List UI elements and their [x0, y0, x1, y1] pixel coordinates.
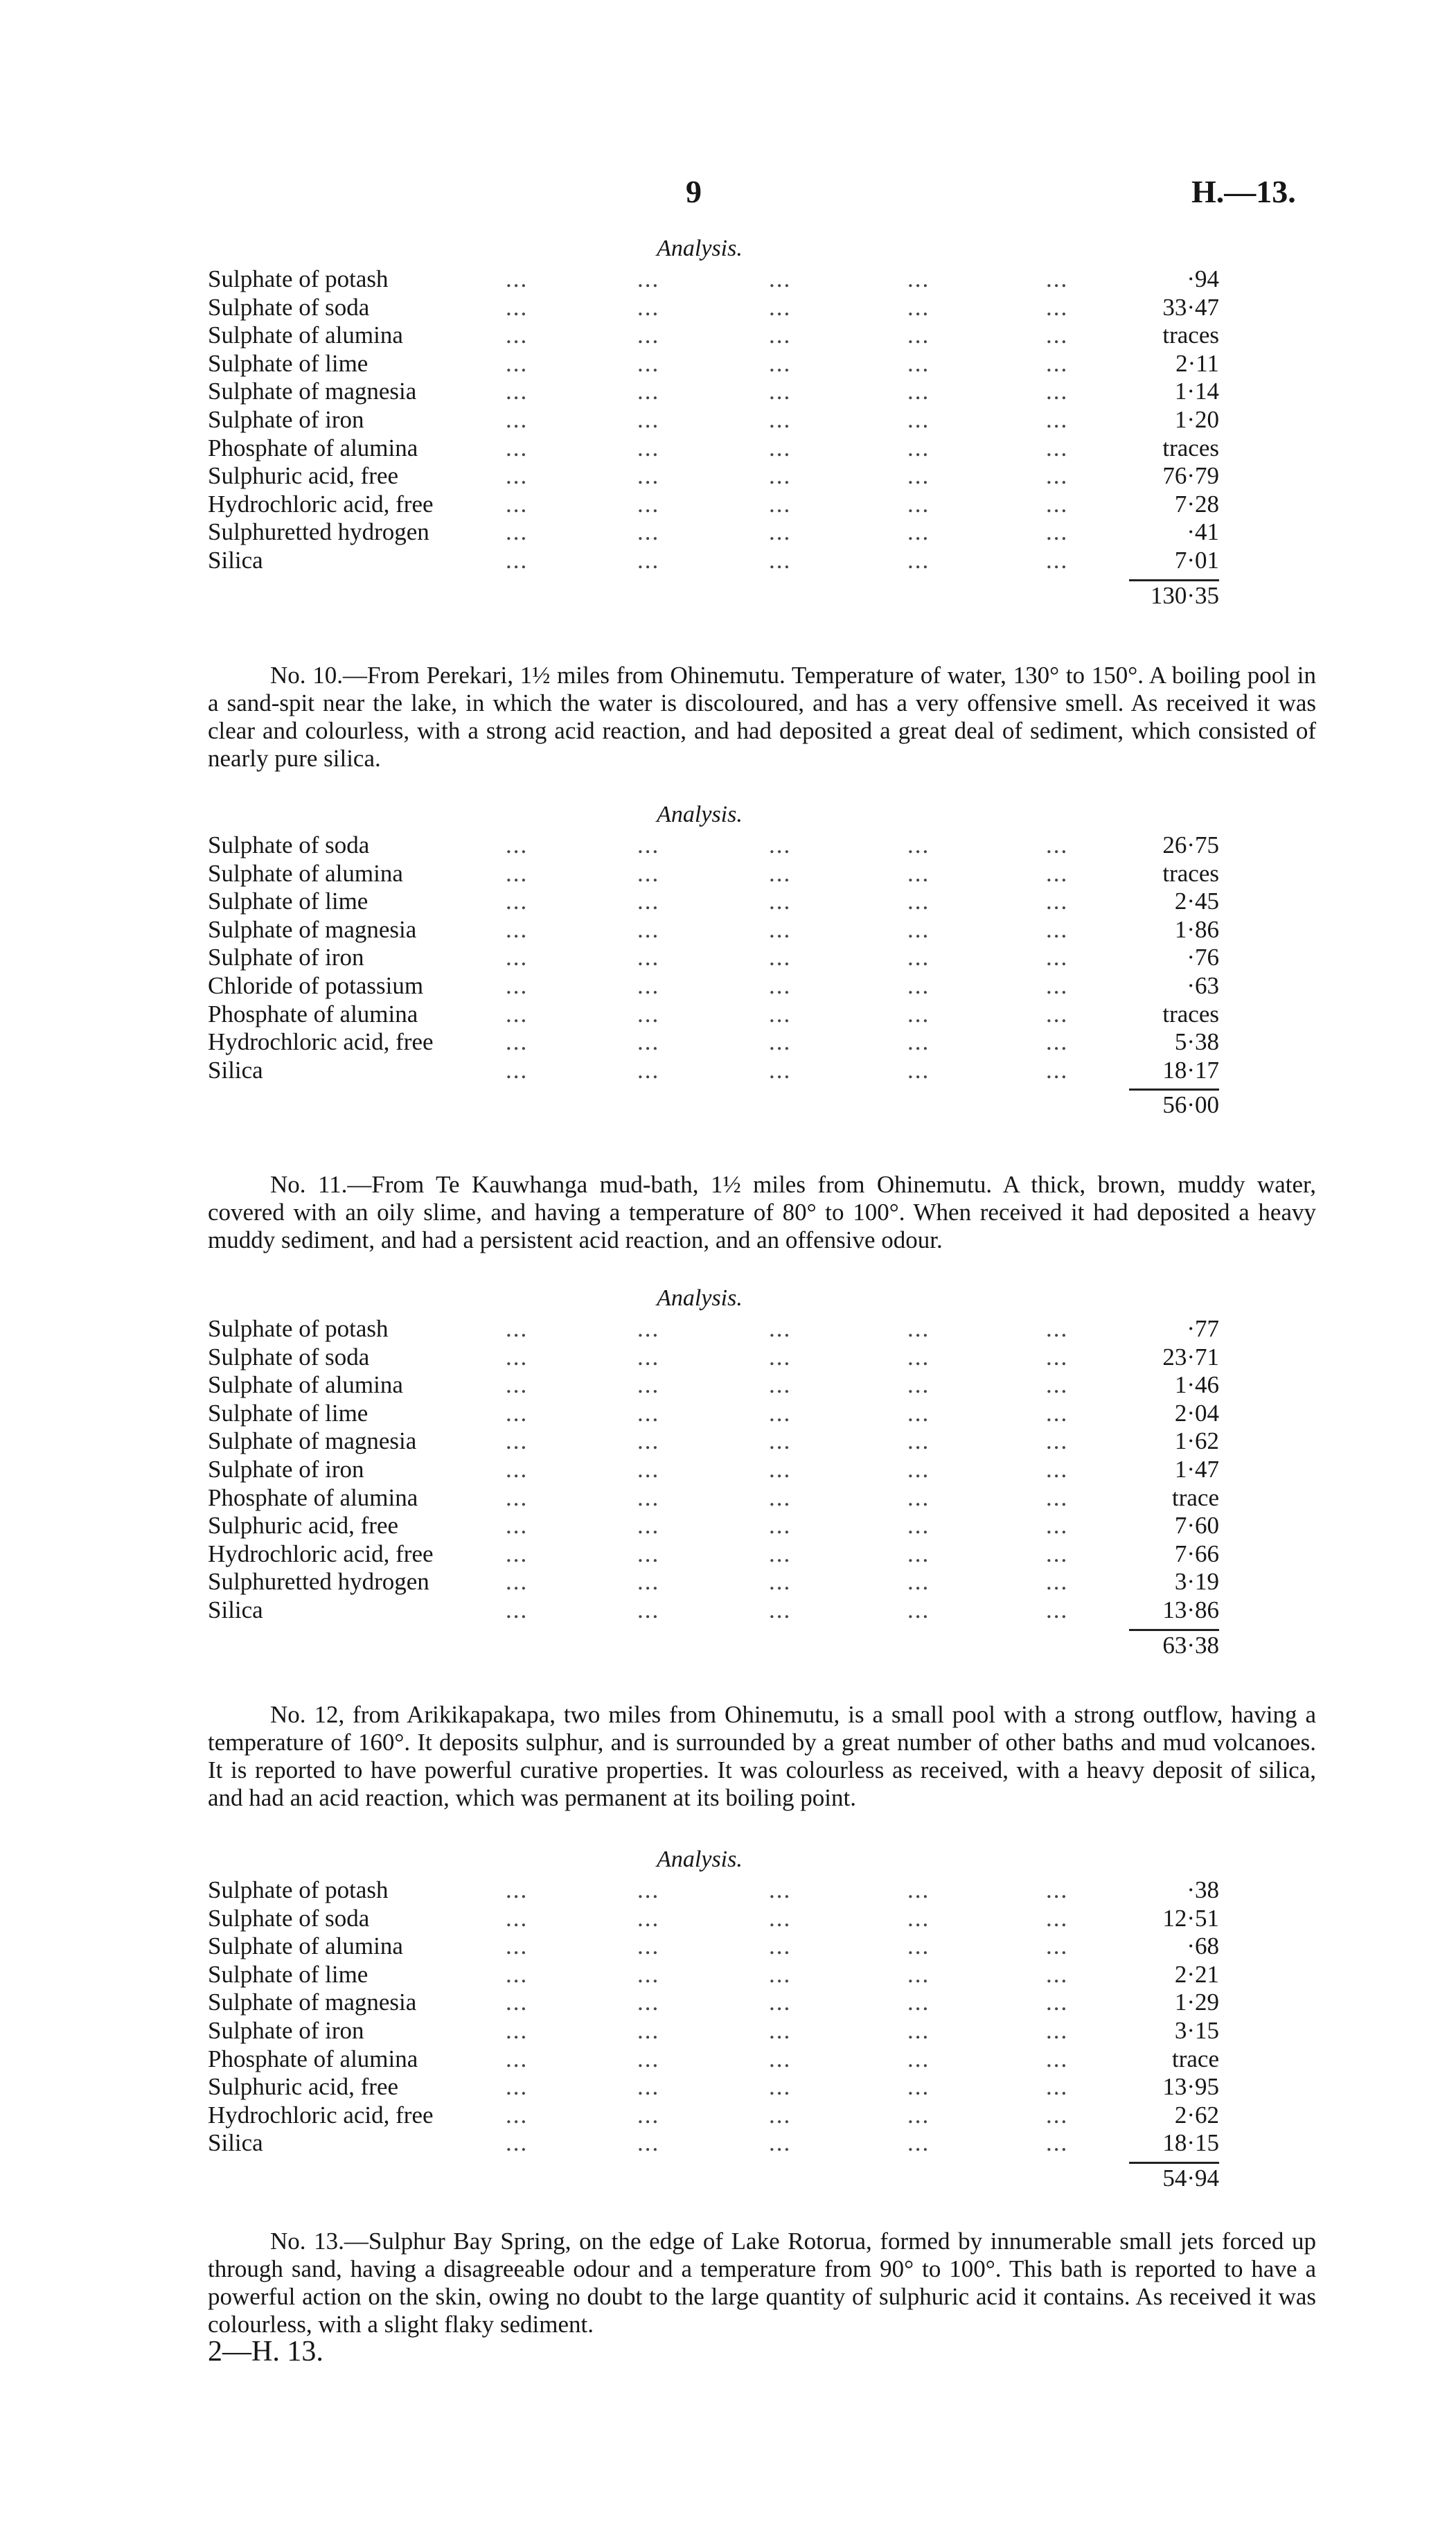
- compound-name: Sulphate of lime: [208, 888, 369, 915]
- table-row: Sulphate of iron ... ... ... ... ... ·76: [208, 944, 1219, 971]
- compound-value: 2·11: [1175, 349, 1219, 377]
- compound-name: Sulphate of soda: [208, 1343, 370, 1371]
- compound-name: Sulphate of iron: [208, 405, 364, 433]
- compound-value: ·63: [1187, 971, 1219, 999]
- total-rule: [1129, 1089, 1219, 1091]
- table-row: Chloride of potassium ... ... ... ... ... ·63: [208, 971, 1219, 999]
- table-row: Sulphate of alumina ... ... ... ... ... 1·46: [208, 1371, 1219, 1399]
- compound-value: 23·71: [1162, 1343, 1219, 1371]
- table-row: Sulphuretted hydrogen ... ... ... ... ... ·41: [208, 518, 1219, 546]
- table-row: Sulphate of soda ... ... ... ... ... 23·71: [208, 1343, 1219, 1371]
- compound-value: 1·14: [1174, 378, 1219, 405]
- compound-name: Sulphate of soda: [208, 1904, 370, 1932]
- table-row: Sulphuric acid, free ... ... ... ... ... 76·79: [208, 462, 1219, 490]
- compound-value: trace: [1172, 1483, 1219, 1511]
- compound-name: Sulphate of potash: [208, 1876, 389, 1903]
- compound-value: 7·66: [1174, 1540, 1219, 1567]
- compound-value: ·41: [1187, 518, 1219, 546]
- table-row: Silica ... ... ... ... ... 18·15: [208, 2129, 1219, 2157]
- analysis-heading: Analysis.: [657, 1847, 743, 1872]
- compound-name: Phosphate of alumina: [208, 1483, 418, 1511]
- table-row: Sulphate of alumina ... ... ... ... ... ·68: [208, 1932, 1219, 1960]
- compound-value: 33·47: [1162, 293, 1219, 321]
- compound-value: ·38: [1187, 1876, 1219, 1903]
- compound-name: Sulphate of iron: [208, 944, 364, 971]
- total-value: 63·38: [1162, 1631, 1219, 1659]
- table-row: Sulphate of iron ... ... ... ... ... 1·47: [208, 1455, 1219, 1483]
- compound-value: 1·62: [1174, 1427, 1219, 1455]
- compound-name: Sulphate of alumina: [208, 1371, 403, 1399]
- paragraph-no-13: No. 13.—Sulphur Bay Spring, on the edge of Lake Rotorua, formed by innumerable small jets forced up through sand, having a disagreeable odour and a temperature from 90° to 100°. This bath is reported to have a powerful action on the skin, owing no doubt to the large quantity of sulphuric acid it contains. As received it was colourless, with a slight flaky sediment.: [208, 2228, 1316, 2338]
- compound-name: Sulphuric acid, free: [208, 462, 399, 490]
- compound-value: 1·86: [1174, 915, 1219, 943]
- analysis-table-1: [208, 232, 1233, 610]
- table-row: Sulphate of iron ... ... ... ... ... 3·15: [208, 2016, 1219, 2044]
- compound-name: Sulphate of alumina: [208, 321, 403, 349]
- table-row: Silica ... ... ... ... ... 7·01: [208, 546, 1219, 574]
- compound-name: Sulphuretted hydrogen: [208, 518, 429, 546]
- compound-value: 18·17: [1162, 1056, 1219, 1084]
- compound-value: ·77: [1187, 1315, 1219, 1342]
- table-row: Phosphate of alumina ... ... ... ... ... traces: [208, 1000, 1219, 1028]
- total-rule: [1129, 2162, 1219, 2164]
- total-value: 54·94: [1162, 2164, 1219, 2192]
- compound-name: Sulphuric acid, free: [208, 2073, 399, 2101]
- compound-value: 2·04: [1174, 1399, 1219, 1427]
- compound-value: 2·62: [1174, 2101, 1219, 2129]
- compound-value: trace: [1172, 2045, 1219, 2072]
- table-total: [208, 2158, 1233, 2192]
- compound-name: Hydrochloric acid, free: [208, 1540, 434, 1567]
- compound-name: Sulphate of magnesia: [208, 1427, 417, 1455]
- table-total: [208, 1084, 1233, 1119]
- table-row: Silica ... ... ... ... ... 13·86: [208, 1596, 1219, 1623]
- compound-name: Sulphate of alumina: [208, 1932, 403, 1960]
- table-row: Sulphate of magnesia ... ... ... ... ... 1·86: [208, 915, 1219, 943]
- table-row: Sulphuric acid, free ... ... ... ... ... 7·60: [208, 1512, 1219, 1540]
- compound-value: traces: [1162, 1000, 1219, 1028]
- compound-name: Sulphuric acid, free: [208, 1512, 399, 1540]
- compound-value: 3·19: [1174, 1568, 1219, 1596]
- compound-name: Sulphuretted hydrogen: [208, 1568, 429, 1596]
- table-row: Sulphate of lime ... ... ... ... ... 2·21: [208, 1960, 1219, 1988]
- total-rule: [1129, 1629, 1219, 1631]
- compound-value: 1·46: [1174, 1371, 1219, 1399]
- compound-name: Sulphate of magnesia: [208, 378, 417, 405]
- compound-value: 7·01: [1174, 546, 1219, 574]
- analysis-heading: Analysis.: [657, 802, 743, 827]
- compound-value: 76·79: [1162, 462, 1219, 490]
- table-row: Hydrochloric acid, free ... ... ... ... ... 5·38: [208, 1028, 1219, 1056]
- compound-value: 7·60: [1174, 1512, 1219, 1540]
- analysis-heading: Analysis.: [657, 1285, 743, 1311]
- table-row: Sulphate of potash ... ... ... ... ... ·38: [208, 1876, 1219, 1903]
- table-row: Sulphate of lime ... ... ... ... ... 2·11: [208, 349, 1219, 377]
- table-row: Hydrochloric acid, free ... ... ... ... ... 2·62: [208, 2101, 1219, 2129]
- compound-name: Phosphate of alumina: [208, 434, 418, 461]
- compound-value: 1·29: [1174, 1989, 1219, 2016]
- compound-name: Sulphate of iron: [208, 2016, 364, 2044]
- compound-value: 26·75: [1162, 831, 1219, 858]
- compound-name: Chloride of potassium: [208, 971, 424, 999]
- table-row: Sulphate of soda ... ... ... ... ... 26·75: [208, 831, 1219, 858]
- compound-value: 2·21: [1174, 1960, 1219, 1988]
- compound-value: traces: [1162, 434, 1219, 461]
- compound-name: Phosphate of alumina: [208, 2045, 418, 2072]
- compound-value: traces: [1162, 321, 1219, 349]
- compound-value: 1·47: [1174, 1455, 1219, 1483]
- compound-name: Silica: [208, 2129, 263, 2157]
- compound-value: 18·15: [1162, 2129, 1219, 2157]
- compound-name: Hydrochloric acid, free: [208, 1028, 434, 1056]
- total-value: 130·35: [1150, 581, 1219, 609]
- compound-value: 3·15: [1174, 2016, 1219, 2044]
- table-row: Sulphate of magnesia ... ... ... ... ... 1·62: [208, 1427, 1219, 1455]
- table-row: Silica ... ... ... ... ... 18·17: [208, 1056, 1219, 1084]
- table-row: Sulphate of alumina ... ... ... ... ... traces: [208, 321, 1219, 349]
- compound-name: Sulphate of lime: [208, 1399, 369, 1427]
- compound-value: 12·51: [1162, 1904, 1219, 1932]
- compound-name: Sulphate of alumina: [208, 859, 403, 887]
- table-row: Sulphate of lime ... ... ... ... ... 2·04: [208, 1399, 1219, 1427]
- total-value: 56·00: [1162, 1091, 1219, 1119]
- compound-name: Silica: [208, 546, 263, 574]
- compound-name: Sulphate of soda: [208, 831, 370, 858]
- paragraph-no-10: No. 10.—From Perekari, 1½ miles from Ohinemutu. Temperature of water, 130° to 150°. A boiling pool in a sand-spit near the lake, in which the water is discoloured, and has a very offensive smell. As received it was clear and colourless, with a strong acid reaction, and had deposited a great deal of sediment, which consisted of nearly pure silica.: [208, 662, 1316, 772]
- compound-name: Sulphate of lime: [208, 349, 369, 377]
- table-row: Phosphate of alumina ... ... ... ... ... trace: [208, 2045, 1219, 2072]
- document-reference: H.—13.: [1191, 174, 1296, 209]
- table-total: [208, 1625, 1233, 1659]
- table-row: Hydrochloric acid, free ... ... ... ... ... 7·28: [208, 490, 1219, 518]
- compound-name: Sulphate of lime: [208, 1960, 369, 1988]
- compound-value: 5·38: [1174, 1028, 1219, 1056]
- compound-value: 1·20: [1174, 405, 1219, 433]
- table-row: Sulphuric acid, free ... ... ... ... ... 13·95: [208, 2073, 1219, 2101]
- compound-value: ·76: [1187, 944, 1219, 971]
- total-rule: [1129, 579, 1219, 581]
- analysis-table-3: [208, 1282, 1233, 1659]
- compound-name: Phosphate of alumina: [208, 1000, 418, 1028]
- compound-name: Sulphate of potash: [208, 265, 389, 292]
- compound-name: Sulphate of magnesia: [208, 1989, 417, 2016]
- analysis-table-2: [208, 798, 1233, 1119]
- table-row: Sulphate of lime ... ... ... ... ... 2·45: [208, 888, 1219, 915]
- table-row: Hydrochloric acid, free ... ... ... ... ... 7·66: [208, 1540, 1219, 1567]
- table-row: Sulphate of soda ... ... ... ... ... 33·47: [208, 293, 1219, 321]
- compound-name: Hydrochloric acid, free: [208, 490, 434, 518]
- table-row: Sulphate of magnesia ... ... ... ... ... 1·14: [208, 378, 1219, 405]
- analysis-table-4: [208, 1843, 1233, 2192]
- table-row: Sulphate of potash ... ... ... ... ... ·77: [208, 1315, 1219, 1342]
- analysis-heading: Analysis.: [657, 236, 743, 261]
- compound-name: Sulphate of iron: [208, 1455, 364, 1483]
- paragraph-no-12: No. 12, from Arikikapakapa, two miles from Ohinemutu, is a small pool with a strong outflow, having a temperature of 160°. It deposits sulphur, and is surrounded by a great number of other baths and mud volcanoes. It is reported to have powerful curative properties. It was colourless as received, with a heavy deposit of silica, and had an acid reaction, which was permanent at its boiling point.: [208, 1701, 1316, 1811]
- table-row: Sulphate of potash ... ... ... ... ... ·94: [208, 265, 1219, 292]
- compound-name: Sulphate of soda: [208, 293, 370, 321]
- table-row: Sulphate of iron ... ... ... ... ... 1·20: [208, 405, 1219, 433]
- compound-value: ·68: [1187, 1932, 1219, 1960]
- compound-value: 7·28: [1174, 490, 1219, 518]
- table-row: Sulphate of soda ... ... ... ... ... 12·51: [208, 1904, 1219, 1932]
- table-row: Phosphate of alumina ... ... ... ... ... traces: [208, 434, 1219, 461]
- compound-name: Hydrochloric acid, free: [208, 2101, 434, 2129]
- compound-value: traces: [1162, 859, 1219, 887]
- compound-value: ·94: [1187, 265, 1219, 292]
- compound-value: 13·95: [1162, 2073, 1219, 2101]
- table-total: [208, 575, 1233, 610]
- page-number: 9: [686, 174, 702, 209]
- compound-value: 13·86: [1162, 1596, 1219, 1623]
- table-row: Sulphuretted hydrogen ... ... ... ... ... 3·19: [208, 1568, 1219, 1596]
- table-row: Sulphate of magnesia ... ... ... ... ... 1·29: [208, 1989, 1219, 2016]
- compound-name: Sulphate of magnesia: [208, 915, 417, 943]
- table-row: Phosphate of alumina ... ... ... ... ... trace: [208, 1483, 1219, 1511]
- page-footer-signature: 2—H. 13.: [208, 2336, 323, 2368]
- compound-name: Silica: [208, 1596, 263, 1623]
- compound-name: Sulphate of potash: [208, 1315, 389, 1342]
- compound-value: 2·45: [1174, 888, 1219, 915]
- compound-name: Silica: [208, 1056, 263, 1084]
- table-row: Sulphate of alumina ... ... ... ... ... traces: [208, 859, 1219, 887]
- paragraph-no-11: No. 11.—From Te Kauwhanga mud-bath, 1½ miles from Ohinemutu. A thick, brown, muddy water, covered with an oily slime, and having a temperature of 80° to 100°. When received it had deposited a heavy muddy sediment, and had a persistent acid reaction, and an offensive odour.: [208, 1171, 1316, 1253]
